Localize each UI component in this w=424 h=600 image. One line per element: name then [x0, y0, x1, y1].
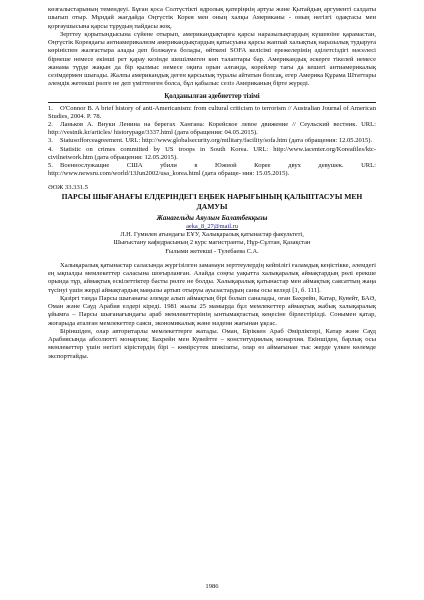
reference-item: 1. O'Connor B. A brief history of anti-Americanism: from cultural criticism to terrorism // Australian Journal of American Studies, 2004. P. 78.	[48, 104, 376, 120]
body-paragraph: Халықаралық қатынастар саласында жүргізілген заманауи зерттеулердің кейпілігі ғаламдық кеңістікке, әлемдегі ең ықпалды мемлекеттер саласына шоғырланған. Алайда соңғы уақытта халықаралық аймақтардың рөлі ерекше орында тұр, аймақтық ескілеттіктер басты рөлге не болды. Халықаралық қатынастар мен аймақтық саясаттың жаңа түсінуі үшін жерді аймақтардың маңызы артып отыруы ауызастардың саны осы келеді [1, б. 111].	[48, 261, 376, 294]
reference-item: 2. Ланьков А. Внуки Ленина на берегах Хангана: Корейское левое движение // Сеульский вестник. URL: http://vestnik.kr/articles/ historypage/3337.html (дата обращения: 04.05.2015).	[48, 120, 376, 137]
author-affiliation-line: Л.Н. Гумилев атындағы ЕҰУ, Халықаралық қатынастар факультеті,	[120, 231, 304, 239]
author-email-link[interactable]: aeka_8_27@mail.ru	[186, 223, 238, 231]
body-paragraph: Қазіргі таңда Парсы шығанағы әлемде алып аймақтың бірі болып саналады, оған Бахрейн, Катар, Кувейт, БАӘ, Оман және Сауд Арабия елдері кіреді. 1981 жылы 25 мамырда бұл мемлекеттер аймақтық жабық халықаралық ұйымға – Парсы шығанағындағы араб мемлекеттерінің ынтымақтастық кеңесіне бірлестірілді. Сонымен қатар, жоғарыда аталған мемлекеттер саяси, экономикалық және мәдени жағынан ұқсас.	[48, 294, 376, 327]
reference-item: 4. Statistic on crimes committed by US troops in South Korea. URL: http://www.iacenter.org/Koreafiles/ktc-civilnetwork.htm (дата обращения: 12.05.2015).	[48, 145, 376, 161]
page-number: 1986	[205, 583, 219, 590]
references-heading: Қолданылған әдебиеттер тізімі	[164, 92, 260, 100]
author-affiliation-line: Шығыстану кафедрасының 2 курс магистранты, Нұр-Сұлтан, Қазақстан	[113, 239, 311, 247]
reference-item: 5. Военнослужащие США убили в Южной Корее двух девушек. URL: http://www.newsru.com/world/13Jun2002/usa_korea.html (дата обраще- ния: 15.05.2015).	[48, 161, 376, 178]
paragraph-continued: көзғалыстарының темендеуі. Бұған қоса Солтүстікті ядролық қатеріңнің артуы және Қытайдың аргументі салдаты шығып отыр. Мұндай жағдайда Оңтүстік Корея мен оның халқы Американы - оның негізгі одақтасы мен қорғаушысына қарсы тұрудың пайдасы жоқ.	[48, 6, 376, 30]
author-name: Жанағельды Аяулым Балатбекқызы	[156, 214, 268, 222]
references-rule	[48, 102, 376, 103]
paragraph-zertteu: Зерттеу қорытындысына сүйене отырып, американдықтарға қарсы наразылықтардың күшеюіне қарамастан, Оңтүстік Кореядағы антиамерикализм американдықтардың қатысуына қарсы жаппай халықтық наразылық тудыруға көрініспен жалғастыра алады деп болжауға болады, өйткені SOFA келісімі ережелерінің әділетсіздігі мәселесі бірнеше немесе екінші рет қарау кезінде шешілмеген көп талаптары бар. Американдық әскерге тікелей немесе жанама түрде жақын да бір қылмыс немесе оқиға орын алғанда, корейлер тағы да кешегі антиамерикалық сезімдермен шығады. Жалпы американдық деген қарсылық туралы айтатын болсақ, егер Америка Құрама Штаттары әлемдік жетекші рөлге не деп үміттенген болса, бұл қабылыс сезіз Американың бірте жүреді.	[48, 30, 376, 88]
udc-code: ӘОЖ 33.331.5	[48, 184, 88, 192]
reference-item: 3. Statusofforceagreement. URL: http://www.globalsecurity.org/military/facility/sofa.htm (дата обращения: 12.05.2015).	[48, 137, 373, 145]
scientific-advisor: Ғылыми жетекші - Тулебаева С.А.	[165, 247, 259, 255]
body-paragraph: Біріншіден, олар авторитарлы мемлекеттерге жатады. Оман, Біріккен Араб Әмірліктері, Катар және Сауд Арабиясында абсолютті монархия; Бахрейн мен Кувейтте – конституциялық монархия. Екіншіден, барлық осы мемлекеттер үшін негізгі кірістердің бірі – көмірсутек шикізаты, олар өз аймағынан тыс жерде үлкен көлемде экспорттайды.	[48, 327, 376, 360]
references-list	[48, 105, 376, 179]
article-title: ПАРСЫ ШЫҒАНАҒЫ ЕЛДЕРІНДЕГІ ЕҢБЕК НАРЫҒЫНЫҢ ҚАЛЫПТАСУЫ МЕН ДАМУЫ	[61, 192, 363, 211]
